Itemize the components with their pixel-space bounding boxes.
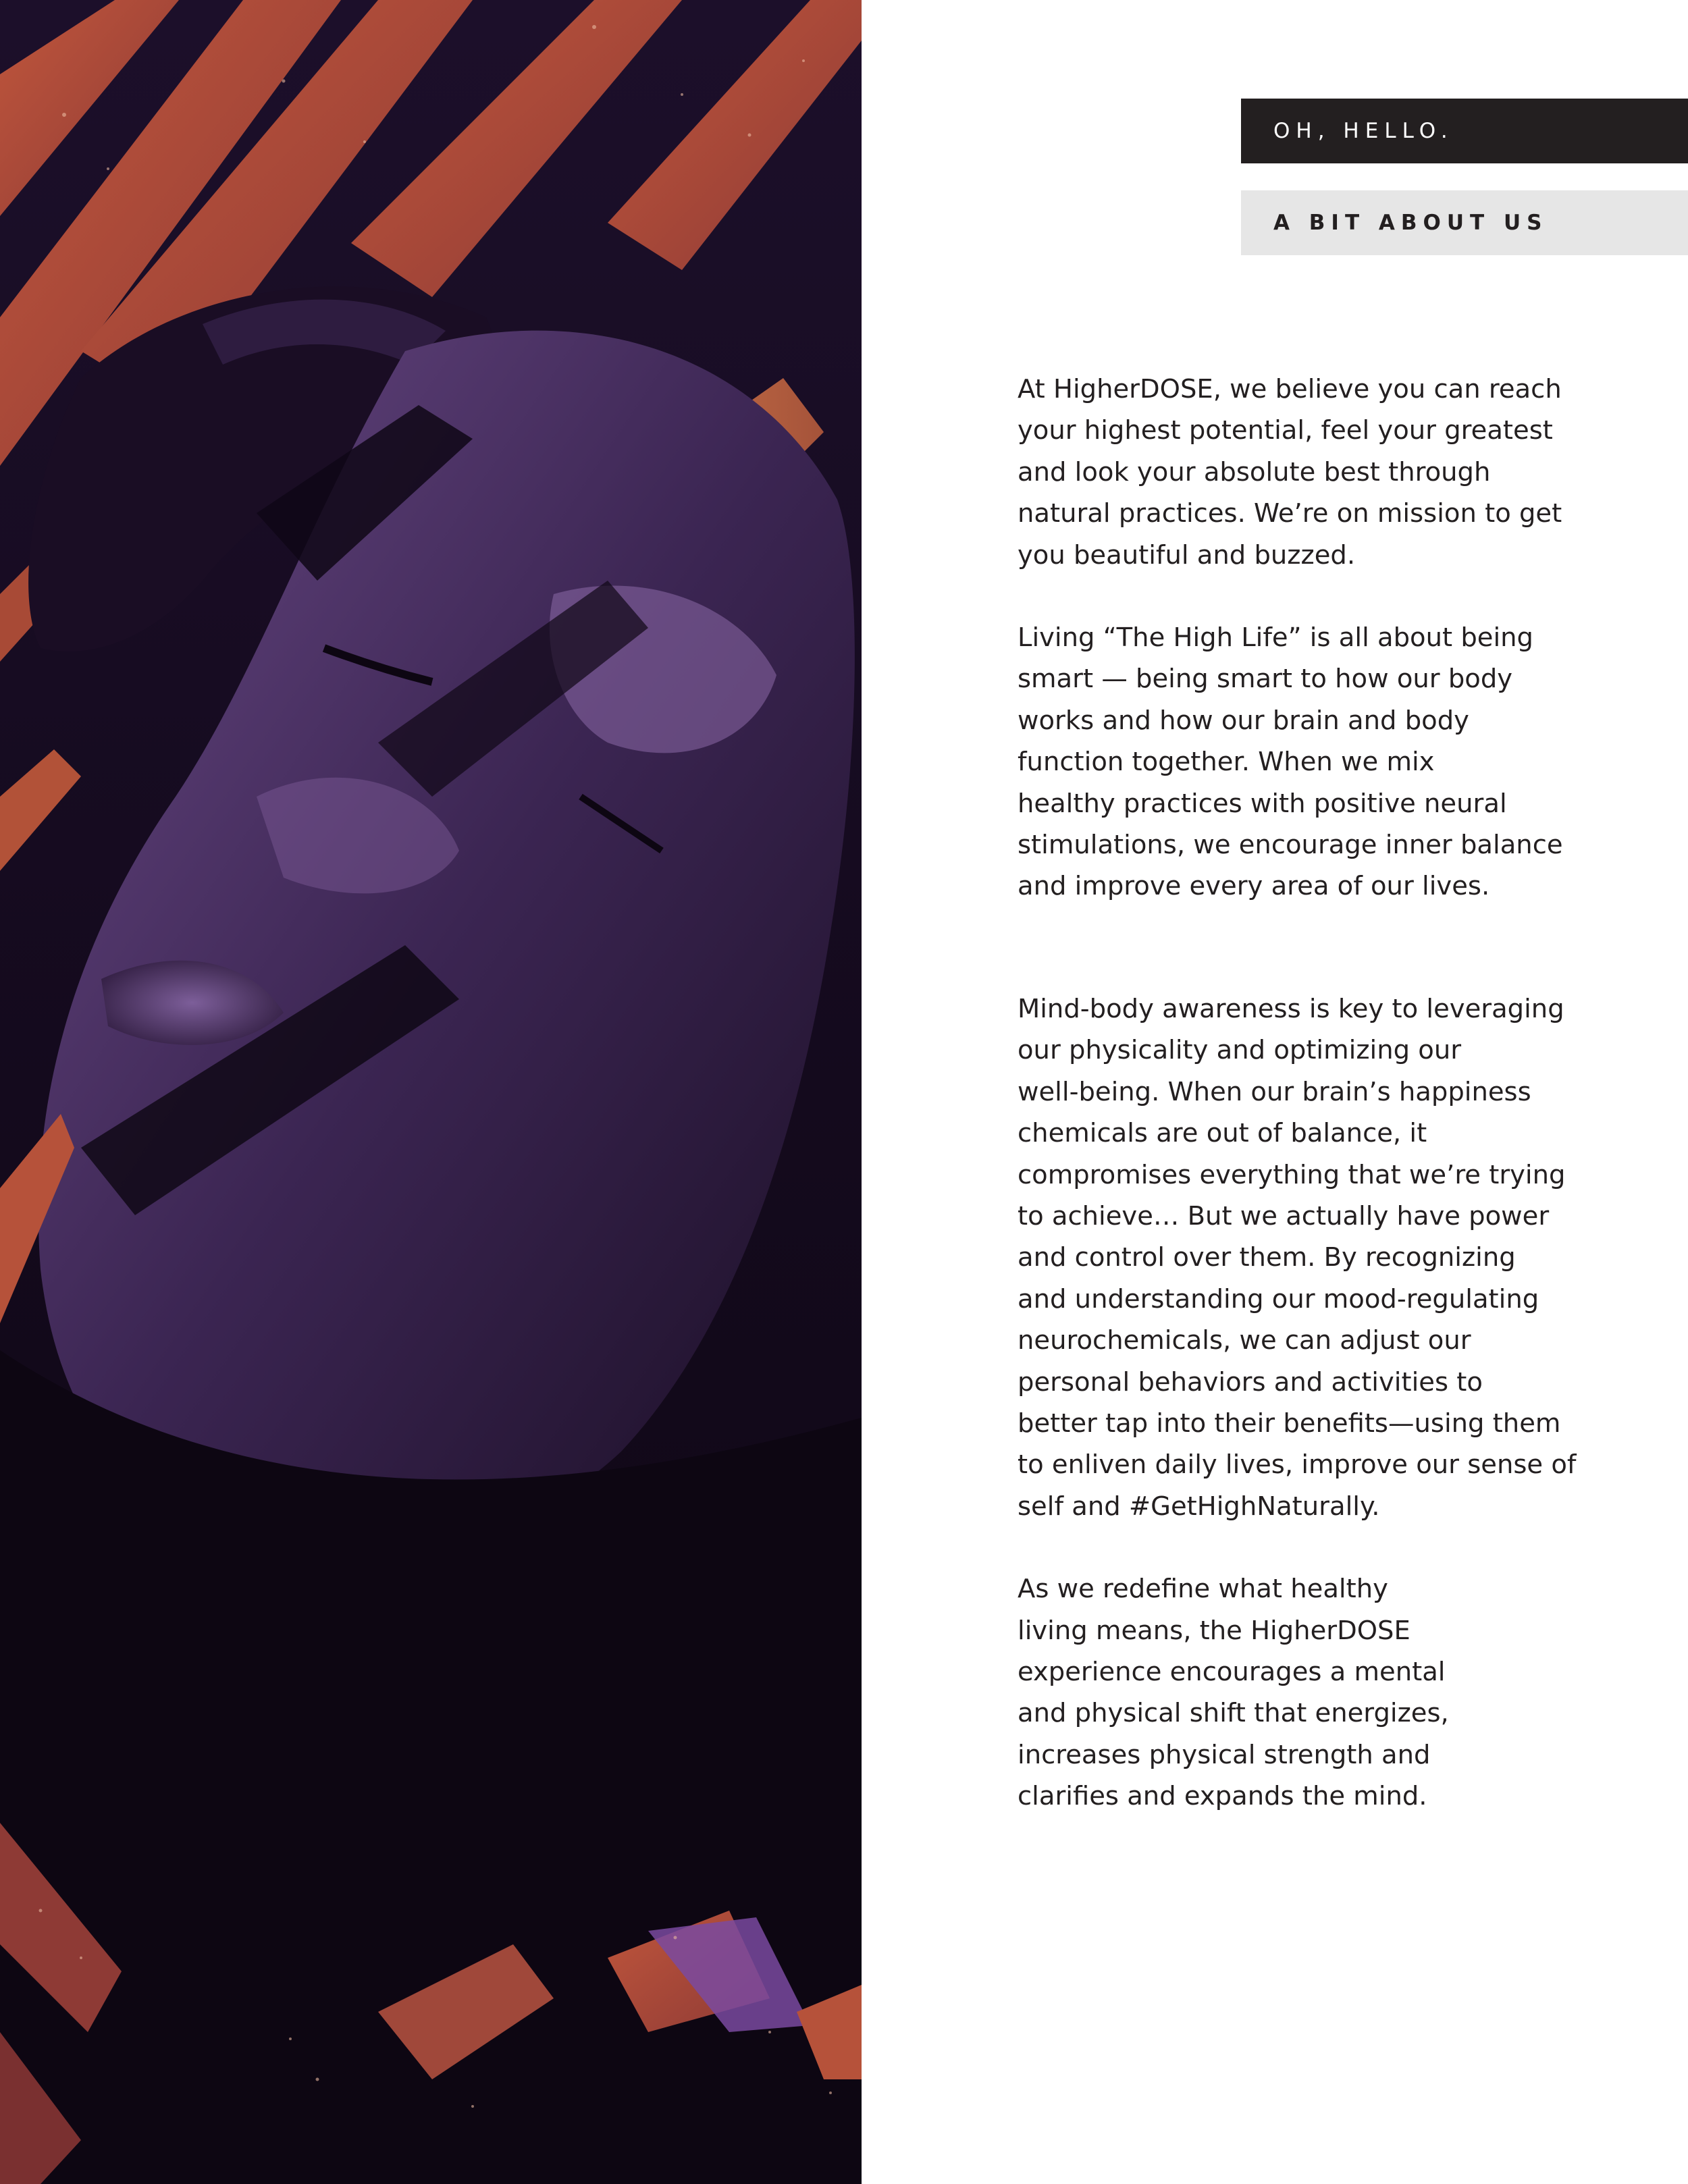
- paragraph-line: better tap into their benefits—using them: [1018, 1408, 1561, 1439]
- paragraph-redefine: [1018, 1568, 1639, 1817]
- paragraph-line: self and #GetHighNaturally.: [1018, 1491, 1380, 1522]
- paragraph-high-life: [1018, 617, 1639, 907]
- paragraph-line: Living “The High Life” is all about being: [1018, 622, 1533, 654]
- paragraph-line: our physicality and optimizing our: [1018, 1035, 1462, 1066]
- paragraph-line: natural practices. We’re on mission to get: [1018, 498, 1562, 529]
- paragraph-line: clarifies and expands the mind.: [1018, 1781, 1427, 1812]
- paragraph-line: works and how our brain and body: [1018, 705, 1469, 736]
- paragraph-line: and improve every area of our lives.: [1018, 871, 1490, 902]
- paragraph-line: smart — being smart to how our body: [1018, 664, 1513, 695]
- paragraph-line: chemicals are out of balance, it: [1018, 1118, 1427, 1149]
- paragraph-line: well-being. When our brain’s happiness: [1018, 1076, 1531, 1107]
- paragraph-intro: [1018, 369, 1639, 576]
- paragraph-line: increases physical strength and: [1018, 1739, 1431, 1770]
- paragraph-line: and look your absolute best through: [1018, 456, 1491, 487]
- about-us-body: [1018, 369, 1639, 1817]
- paragraph-line: your highest potential, feel your greatest: [1018, 415, 1553, 446]
- paragraph-line: and control over them. By recognizing: [1018, 1242, 1516, 1273]
- paragraph-line: healthy practices with positive neural: [1018, 788, 1507, 819]
- paragraph-line: As we redefine what healthy: [1018, 1574, 1388, 1605]
- paragraph-line: living means, the HigherDOSE: [1018, 1615, 1410, 1646]
- paragraph-line: compromises everything that we’re trying: [1018, 1159, 1566, 1190]
- section-title-bar: [1241, 190, 1688, 255]
- paragraph-line: stimulations, we encourage inner balance: [1018, 830, 1563, 861]
- paragraph-line: function together. When we mix: [1018, 747, 1435, 778]
- paragraph-mind-body: [1018, 988, 1639, 1527]
- paragraph-line: At HigherDOSE, we believe you can reach: [1018, 374, 1562, 404]
- paragraph-line: Mind-body awareness is key to leveraging: [1018, 993, 1564, 1024]
- paragraph-line: to enliven daily lives, improve our sense of: [1018, 1449, 1577, 1481]
- section-title: A BIT ABOUT US: [1273, 211, 1548, 235]
- greeting-bar: [1241, 99, 1688, 163]
- paragraph-line: you beautiful and buzzed.: [1018, 539, 1356, 570]
- paragraph-line: neurochemicals, we can adjust our: [1018, 1325, 1471, 1356]
- paragraph-line: personal behaviors and activities to: [1018, 1366, 1483, 1397]
- paragraph-line: experience encourages a mental: [1018, 1656, 1446, 1687]
- paragraph-line: and understanding our mood-regulating: [1018, 1283, 1539, 1314]
- paragraph-line: and physical shift that energizes,: [1018, 1698, 1449, 1729]
- greeting-text: OH, HELLO.: [1273, 119, 1454, 143]
- paragraph-line: to achieve… But we actually have power: [1018, 1200, 1550, 1231]
